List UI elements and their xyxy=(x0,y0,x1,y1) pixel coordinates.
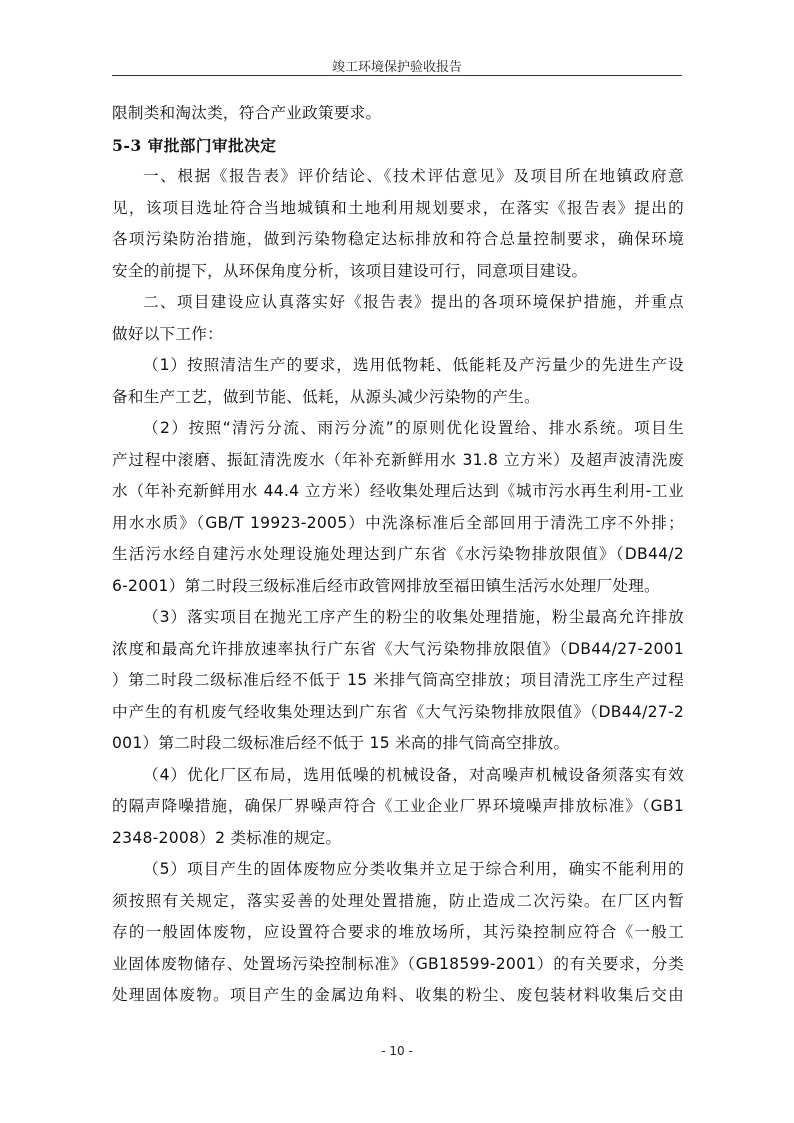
paragraph-2-line: 做好以下工作： xyxy=(112,324,223,343)
item-5-line: 业固体废物储存、处置场污染控制标准》（GB18599-2001）的有关要求，分类 xyxy=(112,954,684,973)
item-3-line: （3）落实项目在抛光工序产生的粉尘的收集处理措施，粉尘最高允许排放 xyxy=(143,608,684,626)
item-5-line: 须按照有关规定，落实妥善的处理处置措施，防止造成二次污染。在厂区内暂 xyxy=(112,891,684,910)
item-2-line: 产过程中滚磨、振缸清洗废水（年补充新鲜用水 31.8 立方米）及超声波清洗废 xyxy=(112,450,684,469)
item-3-line: ）第二时段二级标准后经不低于 15 米排气筒高空排放；项目清洗工序生产过程 xyxy=(112,671,684,689)
page-header-title: 竣工环境保护验收报告 xyxy=(331,60,462,75)
item-2-line: （2）按照“清污分流、雨污分流”的原则优化设置给、排水系统。项目生 xyxy=(143,419,684,437)
item-2-line: 用水水质》（GB/T 19923-2005）中洗涤标准后全部回用于清洗工序不外排； xyxy=(112,513,684,532)
item-1-line: 备和生产工艺，做到节能、低耗，从源头减少污染物的产生。 xyxy=(112,387,540,406)
item-5-line: 存的一般固体废物，应设置符合要求的堆放场所，其污染控制应符合《一般工 xyxy=(112,923,684,941)
item-4-line: 2348-2008）2 类标准的规定。 xyxy=(112,828,342,847)
item-4-line: 的隔声降噪措施，确保厂界噪声符合《工业企业厂界环境噪声排放标准》（GB1 xyxy=(112,797,684,815)
paragraph-1-line: 安全的前提下，从环保角度分析，该项目建设可行，同意项目建设。 xyxy=(112,261,588,280)
item-4-line: （4）优化厂区布局，选用低噪的机械设备，对高噪声机械设备须落实有效 xyxy=(143,765,684,784)
item-3-line: 浓度和最高允许排放速率执行广东省《大气污染物排放限值》（DB44/27-2001 xyxy=(112,639,684,658)
section-heading: 5-3 审批部门审批决定 xyxy=(112,135,277,155)
item-3-line: 中产生的有机废气经收集处理达到广东省《大气污染物排放限值》（DB44/27-2 xyxy=(112,702,684,721)
item-3-line: 001）第二时段二级标准后经不低于 15 米高的排气筒高空排放。 xyxy=(112,734,570,752)
item-5-line: 处理固体废物。项目产生的金属边角料、收集的粉尘、废包装材料收集后交由 xyxy=(112,986,684,1004)
text-line-continuation: 限制类和淘汰类，符合产业政策要求。 xyxy=(112,104,382,122)
item-5-line: （5）项目产生的固体废物应分类收集并立足于综合利用，确实不能利用的 xyxy=(143,860,684,878)
paragraph-2-line: 二、项目建设应认真落实好《报告表》提出的各项环境保护措施，并重点 xyxy=(143,293,684,311)
header-rule xyxy=(112,75,682,76)
item-1-line: （1）按照清洁生产的要求，选用低物耗、低能耗及产污量少的先进生产设 xyxy=(143,356,684,374)
paragraph-1-line: 见，该项目选址符合当地城镇和土地利用规划要求，在落实《报告表》提出的 xyxy=(112,198,684,217)
paragraph-1-line: 各项污染防治措施，做到污染物稳定达标排放和符合总量控制要求，确保环境 xyxy=(112,230,684,248)
body-text xyxy=(112,98,684,1012)
paragraph-1-line: 一、根据《报告表》评价结论、《技术评估意见》及项目所在地镇政府意 xyxy=(143,167,684,185)
item-2-line: 6-2001）第二时段三级标准后经市政管网排放至福田镇生活污水处理厂处理。 xyxy=(112,576,660,595)
page-number: - 10 - xyxy=(381,1044,413,1058)
item-2-line: 生活污水经自建污水处理设施处理达到广东省《水污染物排放限值》（DB44/2 xyxy=(112,545,684,563)
item-2-line: 水（年补充新鲜用水 44.4 立方米）经收集处理后达到《城市污水再生利用-工业 xyxy=(112,482,684,500)
